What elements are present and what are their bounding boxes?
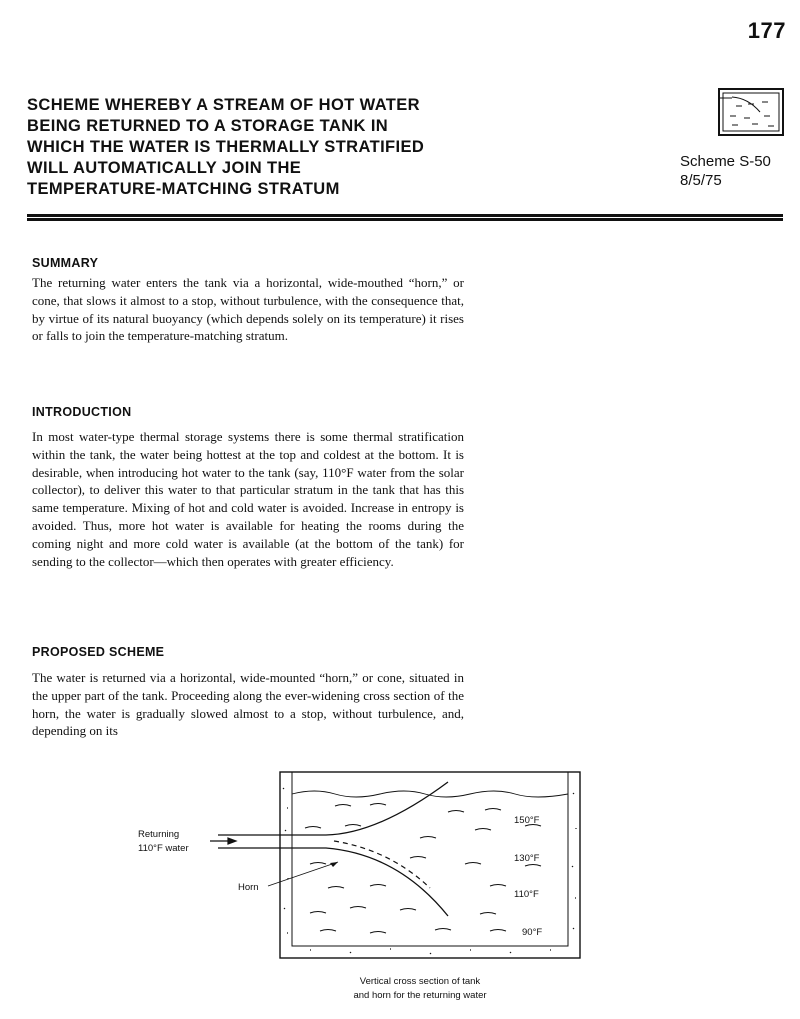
title-line: BEING RETURNED TO A STORAGE TANK IN xyxy=(27,117,389,135)
scheme-identifier xyxy=(680,152,771,190)
horn-leader-line xyxy=(268,862,338,886)
water-dashes xyxy=(305,804,541,934)
tank-cross-section-diagram xyxy=(130,768,590,968)
title-line: WILL AUTOMATICALLY JOIN THE xyxy=(27,159,302,177)
inlet-label-line1: Returning xyxy=(138,829,180,840)
scheme-number: Scheme S-50 xyxy=(680,153,771,170)
caption-line: and horn for the returning water xyxy=(353,990,487,1001)
temperature-label-upper-middle: 130°F xyxy=(514,853,540,864)
summary-paragraph: The returning water enters the tank via a horizontal, wide-mouthed “horn,” or cone, that slows it almost to a stop, without turbulence, with the consequence that, by virtue of its natural buoyancy (which depends solely on its temperature) it rises or falls to join the temperature-matching stratum. xyxy=(32,275,464,344)
title-line: SCHEME WHEREBY A STREAM OF HOT WATER xyxy=(27,96,420,114)
scheme-date: 8/5/75 xyxy=(680,172,722,189)
horn-label: Horn xyxy=(238,882,259,893)
title-line: TEMPERATURE-MATCHING STRATUM xyxy=(27,180,340,198)
page-number: 177 xyxy=(747,18,786,43)
temperature-label-top: 150°F xyxy=(514,815,540,826)
introduction-paragraph: In most water-type thermal storage systems there is some thermal stratification within the tank, the water being hottest at the top and coldest at the bottom. It is desirable, when introducing hot water to the tank (say, 110°F water from the solar collector), to deliver this water to that particular stratum in the tank that has this same temperature. Mixing of hot and cold water is avoided. Increase in entropy is avoided. Thus, more hot water is available for heating the rooms during the coming night and more cold water is available (at the bottom of the tank) for sending to the collector—which then operates with greater efficiency. xyxy=(32,429,464,569)
horn-leader-arrow-icon xyxy=(330,862,338,867)
section-heading-summary: SUMMARY xyxy=(32,256,99,270)
temperature-label-lower-middle: 110°F xyxy=(514,889,539,900)
title-line: WHICH THE WATER IS THERMALLY STRATIFIED xyxy=(27,138,425,156)
inlet-label-line2: 110°F water xyxy=(138,843,189,854)
horn xyxy=(218,782,448,916)
page-title xyxy=(27,95,497,200)
section-heading-introduction: INTRODUCTION xyxy=(32,405,132,419)
proposed-scheme-paragraph: The water is returned via a horizontal, wide-mounted “horn,” or cone, situated in the upper part of the tank. Proceeding along the ever-widening cross section of the horn, the water is gradually slowed almost to a stop, without turbulence, and, depending on its xyxy=(32,670,464,739)
temperature-label-bottom: 90°F xyxy=(522,927,543,938)
header-rule xyxy=(27,214,783,223)
figure-caption xyxy=(320,975,520,1003)
section-heading-proposed-scheme: PROPOSED SCHEME xyxy=(32,645,165,659)
caption-line: Vertical cross section of tank xyxy=(359,976,481,987)
tank-thumbnail-icon xyxy=(718,88,784,136)
